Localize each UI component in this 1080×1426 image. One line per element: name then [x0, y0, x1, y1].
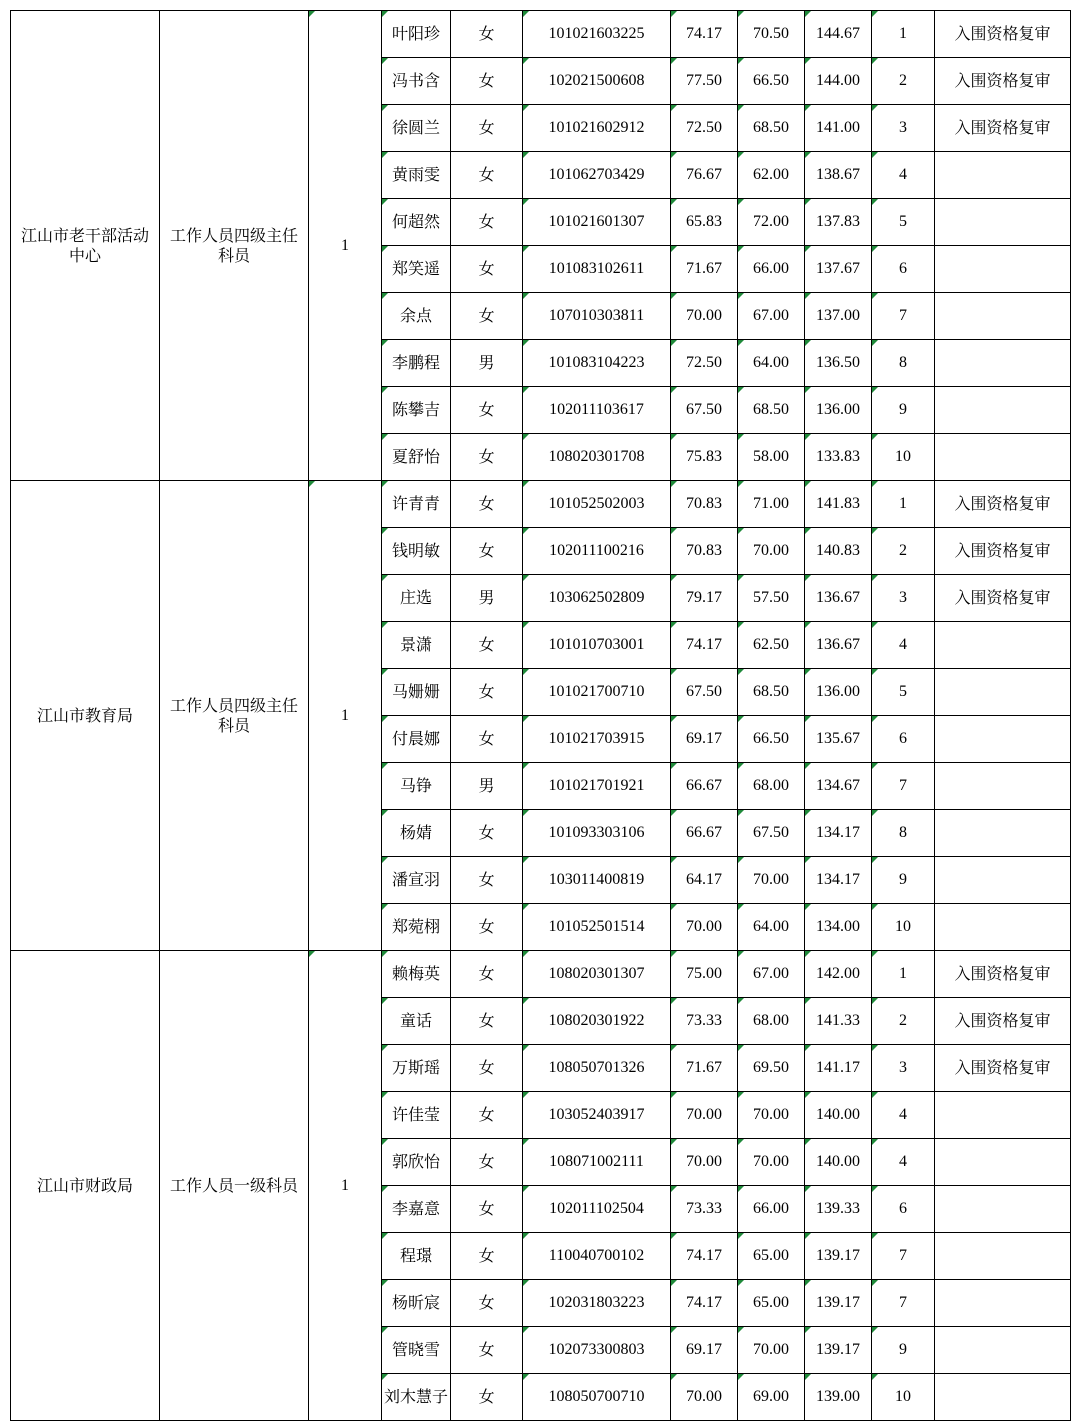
- quota-cell: 1: [309, 481, 382, 951]
- gender-cell: 女: [451, 387, 523, 434]
- rank-cell: 3: [872, 575, 935, 622]
- score-second: 67.50: [738, 810, 805, 857]
- score-second: 68.50: [738, 669, 805, 716]
- score-written: 74.17: [671, 1233, 738, 1280]
- score-total: 139.00: [805, 1374, 872, 1421]
- exam-number: 102021500608: [523, 58, 671, 105]
- results-sheet: [10, 10, 1071, 1421]
- gender-cell: 男: [451, 340, 523, 387]
- score-total: 141.83: [805, 481, 872, 528]
- rank-cell: 4: [872, 152, 935, 199]
- remark-cell: [935, 1092, 1071, 1139]
- gender-cell: 女: [451, 1327, 523, 1374]
- gender-cell: 女: [451, 105, 523, 152]
- score-total: 134.17: [805, 810, 872, 857]
- remark-cell: [935, 1327, 1071, 1374]
- exam-number: 102011100216: [523, 528, 671, 575]
- remark-cell: [935, 387, 1071, 434]
- remark-cell: 入围资格复审: [935, 998, 1071, 1045]
- rank-cell: 10: [872, 434, 935, 481]
- exam-number: 103062502809: [523, 575, 671, 622]
- candidate-name: 庄选: [382, 575, 451, 622]
- gender-cell: 女: [451, 152, 523, 199]
- score-total: 136.00: [805, 669, 872, 716]
- score-total: 139.17: [805, 1233, 872, 1280]
- score-written: 67.50: [671, 669, 738, 716]
- remark-cell: [935, 904, 1071, 951]
- remark-cell: 入围资格复审: [935, 105, 1071, 152]
- score-total: 141.00: [805, 105, 872, 152]
- score-written: 74.17: [671, 1280, 738, 1327]
- exam-number: 101052501514: [523, 904, 671, 951]
- rank-cell: 2: [872, 528, 935, 575]
- gender-cell: 女: [451, 998, 523, 1045]
- score-second: 58.00: [738, 434, 805, 481]
- exam-number: 101010703001: [523, 622, 671, 669]
- gender-cell: 女: [451, 11, 523, 58]
- rank-cell: 2: [872, 998, 935, 1045]
- exam-number: 108050700710: [523, 1374, 671, 1421]
- score-second: 68.00: [738, 998, 805, 1045]
- score-second: 72.00: [738, 199, 805, 246]
- candidate-name: 陈攀吉: [382, 387, 451, 434]
- candidate-name: 杨昕宸: [382, 1280, 451, 1327]
- rank-cell: 3: [872, 105, 935, 152]
- remark-cell: [935, 763, 1071, 810]
- score-written: 79.17: [671, 575, 738, 622]
- rank-cell: 5: [872, 199, 935, 246]
- score-written: 71.67: [671, 246, 738, 293]
- rank-cell: 8: [872, 810, 935, 857]
- rank-cell: 7: [872, 763, 935, 810]
- candidate-name: 赖梅英: [382, 951, 451, 998]
- remark-cell: [935, 340, 1071, 387]
- score-second: 71.00: [738, 481, 805, 528]
- exam-number: 101021601307: [523, 199, 671, 246]
- score-written: 76.67: [671, 152, 738, 199]
- remark-cell: [935, 152, 1071, 199]
- candidate-name: 杨婧: [382, 810, 451, 857]
- score-written: 77.50: [671, 58, 738, 105]
- remark-cell: [935, 1186, 1071, 1233]
- rank-cell: 9: [872, 1327, 935, 1374]
- exam-number: 101083102611: [523, 246, 671, 293]
- score-total: 142.00: [805, 951, 872, 998]
- score-total: 139.17: [805, 1327, 872, 1374]
- candidate-name: 潘宣羽: [382, 857, 451, 904]
- position-cell: 工作人员一级科员: [160, 951, 309, 1421]
- remark-cell: [935, 199, 1071, 246]
- rank-cell: 9: [872, 857, 935, 904]
- score-second: 70.00: [738, 1092, 805, 1139]
- exam-number: 101083104223: [523, 340, 671, 387]
- candidate-name: 何超然: [382, 199, 451, 246]
- table-row: [11, 951, 1071, 998]
- candidate-name: 程璟: [382, 1233, 451, 1280]
- candidate-name: 李鹏程: [382, 340, 451, 387]
- remark-cell: [935, 857, 1071, 904]
- score-total: 137.67: [805, 246, 872, 293]
- table-row: [11, 481, 1071, 528]
- rank-cell: 1: [872, 11, 935, 58]
- remark-cell: [935, 716, 1071, 763]
- exam-number: 103011400819: [523, 857, 671, 904]
- exam-number: 101062703429: [523, 152, 671, 199]
- score-total: 134.67: [805, 763, 872, 810]
- candidate-name: 管晓雪: [382, 1327, 451, 1374]
- score-written: 70.00: [671, 904, 738, 951]
- score-written: 71.67: [671, 1045, 738, 1092]
- score-total: 134.00: [805, 904, 872, 951]
- score-second: 66.50: [738, 58, 805, 105]
- gender-cell: 女: [451, 1045, 523, 1092]
- score-written: 70.83: [671, 528, 738, 575]
- score-written: 66.67: [671, 763, 738, 810]
- candidate-name: 许佳莹: [382, 1092, 451, 1139]
- gender-cell: 女: [451, 58, 523, 105]
- score-total: 137.83: [805, 199, 872, 246]
- rank-cell: 6: [872, 246, 935, 293]
- score-written: 72.50: [671, 105, 738, 152]
- candidate-name: 郑菀栩: [382, 904, 451, 951]
- exam-number: 101021602912: [523, 105, 671, 152]
- score-written: 65.83: [671, 199, 738, 246]
- table-row: [11, 11, 1071, 58]
- rank-cell: 4: [872, 1139, 935, 1186]
- candidate-name: 景潇: [382, 622, 451, 669]
- score-written: 69.17: [671, 1327, 738, 1374]
- score-second: 65.00: [738, 1280, 805, 1327]
- gender-cell: 女: [451, 951, 523, 998]
- rank-cell: 7: [872, 1280, 935, 1327]
- candidate-name: 刘木慧子: [382, 1374, 451, 1421]
- rank-cell: 1: [872, 951, 935, 998]
- remark-cell: 入围资格复审: [935, 11, 1071, 58]
- quota-cell: 1: [309, 951, 382, 1421]
- unit-cell: 江山市财政局: [11, 951, 160, 1421]
- score-written: 67.50: [671, 387, 738, 434]
- exam-number: 102031803223: [523, 1280, 671, 1327]
- score-total: 140.83: [805, 528, 872, 575]
- rank-cell: 5: [872, 669, 935, 716]
- remark-cell: [935, 622, 1071, 669]
- score-second: 69.00: [738, 1374, 805, 1421]
- rank-cell: 7: [872, 293, 935, 340]
- score-written: 72.50: [671, 340, 738, 387]
- score-total: 144.00: [805, 58, 872, 105]
- gender-cell: 女: [451, 434, 523, 481]
- remark-cell: 入围资格复审: [935, 575, 1071, 622]
- score-total: 139.17: [805, 1280, 872, 1327]
- gender-cell: 男: [451, 575, 523, 622]
- results-table: [10, 10, 1071, 1421]
- gender-cell: 女: [451, 481, 523, 528]
- gender-cell: 女: [451, 1092, 523, 1139]
- candidate-name: 冯书含: [382, 58, 451, 105]
- exam-number: 101052502003: [523, 481, 671, 528]
- remark-cell: [935, 1280, 1071, 1327]
- remark-cell: [935, 293, 1071, 340]
- score-second: 64.00: [738, 904, 805, 951]
- exam-number: 108020301922: [523, 998, 671, 1045]
- score-second: 62.50: [738, 622, 805, 669]
- score-total: 140.00: [805, 1092, 872, 1139]
- score-second: 57.50: [738, 575, 805, 622]
- score-total: 136.67: [805, 575, 872, 622]
- score-second: 65.00: [738, 1233, 805, 1280]
- score-written: 70.00: [671, 1374, 738, 1421]
- gender-cell: 女: [451, 1186, 523, 1233]
- score-written: 70.00: [671, 1092, 738, 1139]
- exam-number: 101093303106: [523, 810, 671, 857]
- remark-cell: [935, 810, 1071, 857]
- position-cell: 工作人员四级主任科员: [160, 481, 309, 951]
- results-table-body: [11, 11, 1071, 1421]
- score-total: 134.17: [805, 857, 872, 904]
- gender-cell: 女: [451, 669, 523, 716]
- score-total: 135.67: [805, 716, 872, 763]
- score-total: 138.67: [805, 152, 872, 199]
- rank-cell: 6: [872, 716, 935, 763]
- gender-cell: 女: [451, 246, 523, 293]
- score-written: 74.17: [671, 622, 738, 669]
- score-total: 139.33: [805, 1186, 872, 1233]
- exam-number: 101021700710: [523, 669, 671, 716]
- rank-cell: 9: [872, 387, 935, 434]
- gender-cell: 女: [451, 857, 523, 904]
- score-second: 70.50: [738, 11, 805, 58]
- exam-number: 101021703915: [523, 716, 671, 763]
- rank-cell: 8: [872, 340, 935, 387]
- candidate-name: 黄雨雯: [382, 152, 451, 199]
- exam-number: 108071002111: [523, 1139, 671, 1186]
- score-second: 69.50: [738, 1045, 805, 1092]
- gender-cell: 女: [451, 904, 523, 951]
- score-written: 64.17: [671, 857, 738, 904]
- rank-cell: 3: [872, 1045, 935, 1092]
- score-total: 144.67: [805, 11, 872, 58]
- score-total: 133.83: [805, 434, 872, 481]
- score-second: 67.00: [738, 293, 805, 340]
- score-second: 67.00: [738, 951, 805, 998]
- score-written: 74.17: [671, 11, 738, 58]
- score-written: 75.83: [671, 434, 738, 481]
- rank-cell: 10: [872, 904, 935, 951]
- remark-cell: [935, 1374, 1071, 1421]
- rank-cell: 10: [872, 1374, 935, 1421]
- gender-cell: 男: [451, 763, 523, 810]
- candidate-name: 童话: [382, 998, 451, 1045]
- score-written: 73.33: [671, 1186, 738, 1233]
- rank-cell: 2: [872, 58, 935, 105]
- rank-cell: 6: [872, 1186, 935, 1233]
- rank-cell: 7: [872, 1233, 935, 1280]
- gender-cell: 女: [451, 1280, 523, 1327]
- exam-number: 108050701326: [523, 1045, 671, 1092]
- candidate-name: 叶阳珍: [382, 11, 451, 58]
- remark-cell: [935, 434, 1071, 481]
- score-second: 66.00: [738, 246, 805, 293]
- score-written: 70.00: [671, 293, 738, 340]
- candidate-name: 万斯瑶: [382, 1045, 451, 1092]
- score-total: 136.67: [805, 622, 872, 669]
- gender-cell: 女: [451, 1233, 523, 1280]
- score-second: 64.00: [738, 340, 805, 387]
- gender-cell: 女: [451, 716, 523, 763]
- remark-cell: [935, 1139, 1071, 1186]
- score-total: 137.00: [805, 293, 872, 340]
- quota-cell: 1: [309, 11, 382, 481]
- score-second: 66.00: [738, 1186, 805, 1233]
- score-second: 62.00: [738, 152, 805, 199]
- candidate-name: 余点: [382, 293, 451, 340]
- candidate-name: 徐圆兰: [382, 105, 451, 152]
- score-second: 70.00: [738, 528, 805, 575]
- score-written: 70.00: [671, 1139, 738, 1186]
- exam-number: 107010303811: [523, 293, 671, 340]
- score-second: 68.50: [738, 105, 805, 152]
- gender-cell: 女: [451, 199, 523, 246]
- candidate-name: 马铮: [382, 763, 451, 810]
- remark-cell: 入围资格复审: [935, 58, 1071, 105]
- score-second: 68.50: [738, 387, 805, 434]
- score-total: 136.00: [805, 387, 872, 434]
- rank-cell: 4: [872, 622, 935, 669]
- score-written: 75.00: [671, 951, 738, 998]
- candidate-name: 李嘉意: [382, 1186, 451, 1233]
- exam-number: 103052403917: [523, 1092, 671, 1139]
- gender-cell: 女: [451, 1139, 523, 1186]
- remark-cell: 入围资格复审: [935, 951, 1071, 998]
- gender-cell: 女: [451, 810, 523, 857]
- candidate-name: 许青青: [382, 481, 451, 528]
- score-second: 70.00: [738, 1327, 805, 1374]
- score-second: 66.50: [738, 716, 805, 763]
- score-written: 69.17: [671, 716, 738, 763]
- remark-cell: 入围资格复审: [935, 1045, 1071, 1092]
- score-total: 141.17: [805, 1045, 872, 1092]
- exam-number: 108020301307: [523, 951, 671, 998]
- remark-cell: 入围资格复审: [935, 528, 1071, 575]
- score-second: 68.00: [738, 763, 805, 810]
- score-second: 70.00: [738, 857, 805, 904]
- rank-cell: 1: [872, 481, 935, 528]
- candidate-name: 付晨娜: [382, 716, 451, 763]
- score-total: 141.33: [805, 998, 872, 1045]
- exam-number: 101021603225: [523, 11, 671, 58]
- remark-cell: [935, 1233, 1071, 1280]
- gender-cell: 女: [451, 1374, 523, 1421]
- score-total: 140.00: [805, 1139, 872, 1186]
- exam-number: 101021701921: [523, 763, 671, 810]
- candidate-name: 钱明敏: [382, 528, 451, 575]
- position-cell: 工作人员四级主任科员: [160, 11, 309, 481]
- rank-cell: 4: [872, 1092, 935, 1139]
- candidate-name: 马姗姗: [382, 669, 451, 716]
- exam-number: 102011103617: [523, 387, 671, 434]
- candidate-name: 郭欣怡: [382, 1139, 451, 1186]
- remark-cell: [935, 246, 1071, 293]
- score-written: 66.67: [671, 810, 738, 857]
- remark-cell: [935, 669, 1071, 716]
- unit-cell: 江山市老干部活动中心: [11, 11, 160, 481]
- remark-cell: 入围资格复审: [935, 481, 1071, 528]
- gender-cell: 女: [451, 293, 523, 340]
- gender-cell: 女: [451, 528, 523, 575]
- gender-cell: 女: [451, 622, 523, 669]
- score-written: 73.33: [671, 998, 738, 1045]
- exam-number: 110040700102: [523, 1233, 671, 1280]
- candidate-name: 夏舒怡: [382, 434, 451, 481]
- score-second: 70.00: [738, 1139, 805, 1186]
- score-total: 136.50: [805, 340, 872, 387]
- exam-number: 108020301708: [523, 434, 671, 481]
- score-written: 70.83: [671, 481, 738, 528]
- exam-number: 102011102504: [523, 1186, 671, 1233]
- unit-cell: 江山市教育局: [11, 481, 160, 951]
- exam-number: 102073300803: [523, 1327, 671, 1374]
- candidate-name: 郑笑遥: [382, 246, 451, 293]
